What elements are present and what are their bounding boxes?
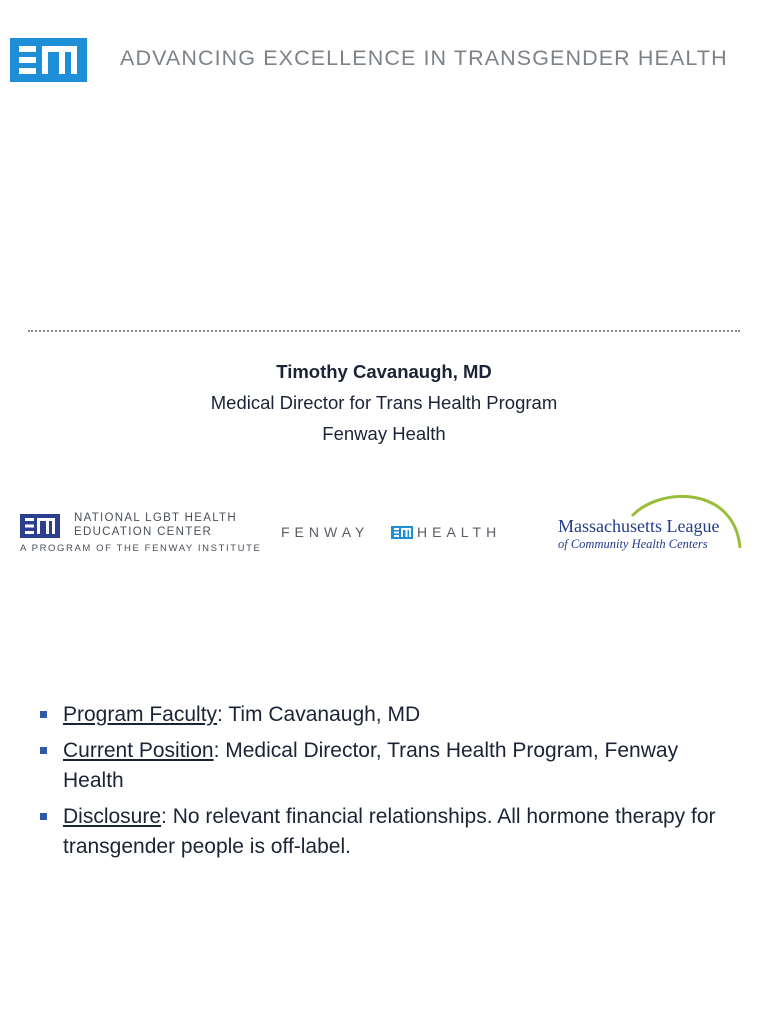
fenway-logo-word1: FENWAY [281, 524, 370, 540]
nlgbt-logo-line3: A PROGRAM OF THE FENWAY INSTITUTE [20, 543, 262, 554]
presenter-name: Timothy Cavanaugh, MD [276, 361, 492, 382]
mass-league-logo [540, 488, 755, 558]
fenway-health-logo [281, 524, 521, 544]
bullet-text: : Tim Cavanaugh, MD [217, 703, 421, 726]
presenter-organization: Fenway Health [322, 423, 446, 444]
list-item [40, 802, 720, 862]
fenway-health-logo-icon [391, 526, 413, 539]
header-tagline: ADVANCING EXCELLENCE IN TRANSGENDER HEALTH [120, 46, 728, 70]
bullet-square-icon [40, 747, 47, 754]
mass-league-logo-line1: Massachusetts League [558, 516, 720, 536]
fenway-institute-logo-icon [10, 38, 87, 82]
nlgbt-education-center-logo [20, 510, 265, 558]
dotted-divider [28, 330, 740, 332]
list-item [40, 736, 720, 796]
nlgbt-logo-line1: NATIONAL LGBT HEALTH [74, 512, 237, 524]
mass-league-logo-line2: of Community Health Centers [558, 537, 708, 551]
presenter-title: Medical Director for Trans Health Program [210, 392, 558, 413]
bullet-text: : Medical Director, Trans Health Program, Fenway Health [63, 739, 679, 792]
list-item [40, 700, 720, 730]
bullet-text: : No relevant financial relationships. All hormone therapy for transgender people is off-label. [63, 805, 716, 858]
presenter-block [0, 356, 768, 449]
nlgbt-logo-icon [20, 514, 60, 538]
disclosure-list [40, 700, 720, 868]
slide-header [0, 0, 768, 110]
bullet-square-icon [40, 711, 47, 718]
bullet-square-icon [40, 813, 47, 820]
fenway-logo-word2: HEALTH [417, 524, 502, 540]
bullet-term: Disclosure [63, 805, 162, 828]
bullet-term: Program Faculty [63, 703, 218, 726]
bullet-term: Current Position [63, 739, 214, 762]
nlgbt-logo-line2: EDUCATION CENTER [74, 526, 213, 538]
